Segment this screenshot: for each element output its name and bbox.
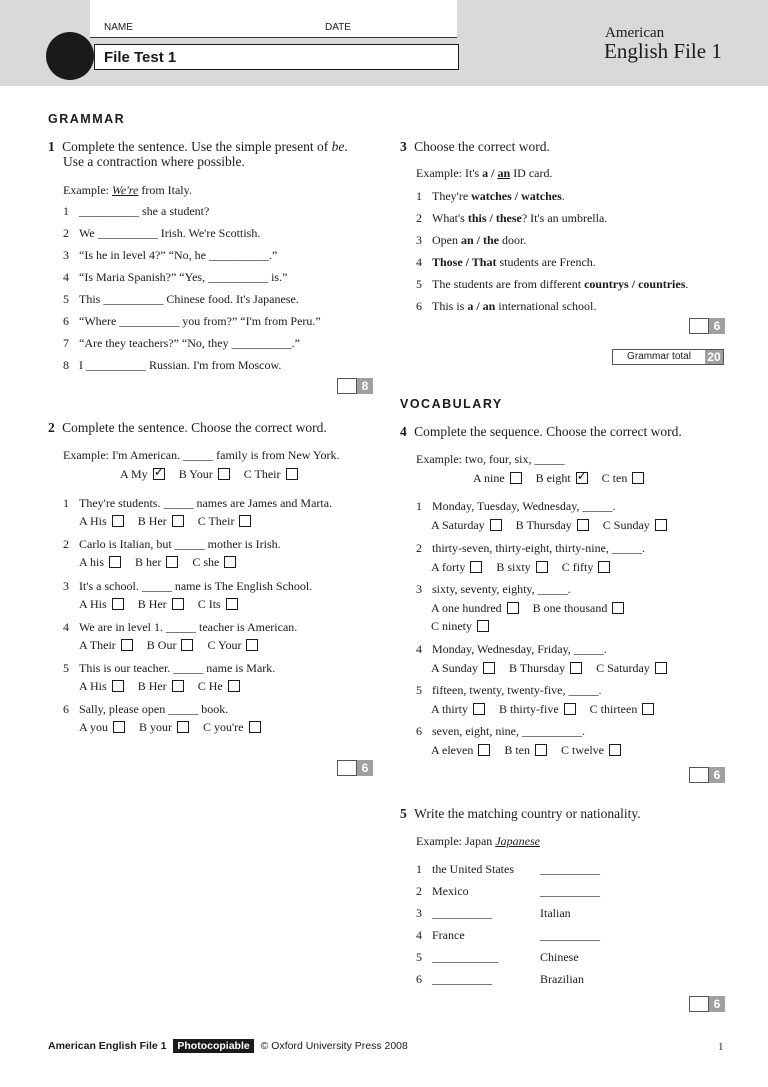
- q2-item-options: [79, 679, 246, 694]
- item-number: 4: [63, 270, 69, 284]
- q2-item-stem: [63, 661, 275, 676]
- q2-item-options: [79, 720, 267, 735]
- score-max: 6: [709, 767, 725, 783]
- answer-checkbox[interactable]: [172, 680, 184, 692]
- item-text: seven, eight, nine, __________.: [432, 724, 585, 738]
- q3-example-post: ID card.: [510, 166, 553, 180]
- answer-checkbox[interactable]: [121, 639, 133, 651]
- item-text: sixty, seventy, eighty, _____.: [432, 582, 571, 596]
- item-number: 5: [63, 661, 69, 675]
- answer-checkbox[interactable]: [218, 468, 230, 480]
- q4-example: Example: two, four, six, _____: [416, 452, 565, 466]
- option-label: C fifty: [561, 560, 594, 574]
- q3-item: [416, 211, 607, 226]
- q1-item: [63, 358, 281, 373]
- answer-checkbox[interactable]: [112, 515, 124, 527]
- q1-text-end: .: [344, 139, 348, 154]
- option-label: C you're: [203, 720, 244, 734]
- q2-example-options: [120, 467, 304, 482]
- option-label: B one thousand: [532, 601, 608, 615]
- q4-item-options-wrap: [431, 619, 495, 634]
- item-number: 3: [416, 906, 422, 920]
- q5-item: [416, 928, 465, 943]
- brand-line1: American: [605, 25, 665, 41]
- answer-checkbox[interactable]: [577, 519, 589, 531]
- q4-item-options: [431, 702, 660, 717]
- q1-item: [63, 292, 299, 307]
- q5-item-right: Brazilian: [540, 972, 584, 986]
- q1-item: [63, 248, 277, 263]
- q3-item: [416, 299, 596, 314]
- q4-item-options: [431, 560, 616, 575]
- option-label: C twelve: [561, 743, 604, 757]
- item-text: “Is he in level 4?” “No, he __________.”: [79, 248, 278, 262]
- item-number: 5: [416, 683, 422, 697]
- item-number: 1: [416, 499, 422, 513]
- item-number: 6: [63, 314, 69, 328]
- option-label: B Thursday: [515, 518, 572, 532]
- q3-item: [416, 255, 596, 270]
- grammar-heading: GRAMMAR: [48, 112, 126, 126]
- item-pre: What's: [432, 211, 468, 225]
- q4-item-options: [431, 743, 627, 758]
- item-post: .: [561, 189, 565, 203]
- item-text: Monday, Tuesday, Wednesday, _____.: [432, 499, 616, 513]
- item-text: “Where __________ you from?” “I'm from Peru.”: [79, 314, 321, 328]
- item-number: 2: [416, 884, 422, 898]
- answer-checkbox[interactable]: [239, 515, 251, 527]
- answer-checkbox[interactable]: [226, 598, 238, 610]
- option-label: C Their: [243, 467, 281, 481]
- q2-item-options: [79, 514, 257, 529]
- q5-item-right: Chinese: [540, 950, 579, 964]
- item-number: 4: [416, 255, 422, 269]
- q3-item: [416, 277, 688, 292]
- item-number: 4: [63, 620, 69, 634]
- q2-item-stem: [63, 537, 281, 552]
- item-number: 2: [63, 537, 69, 551]
- answer-checkbox[interactable]: [172, 515, 184, 527]
- q5-item-right: __________: [540, 884, 600, 898]
- item-text: __________ she a student?: [79, 204, 210, 218]
- answer-checkbox[interactable]: [177, 721, 189, 733]
- q3-instructions: [400, 139, 550, 154]
- item-number: 1: [416, 189, 422, 203]
- answer-checkbox[interactable]: [655, 519, 667, 531]
- option-label: B ten: [504, 743, 530, 757]
- item-number: 3: [63, 579, 69, 593]
- answer-checkbox[interactable]: [490, 519, 502, 531]
- grammar-total-score: 20: [705, 350, 723, 364]
- q4-item-options: [431, 518, 673, 533]
- q2-example: Example: I'm American. _____ family is from New York.: [63, 448, 340, 462]
- answer-checkbox[interactable]: [576, 472, 588, 484]
- option-label: A His: [79, 679, 107, 693]
- item-number: 2: [416, 541, 422, 555]
- option-label: B your: [139, 720, 173, 734]
- answer-checkbox[interactable]: [510, 472, 522, 484]
- photocopiable-badge: Photocopiable: [173, 1039, 253, 1053]
- title-box: [94, 44, 459, 70]
- q1-instructions: [48, 139, 378, 169]
- answer-checkbox[interactable]: [483, 662, 495, 674]
- option-label: A His: [79, 597, 107, 611]
- item-pre: They're: [432, 189, 472, 203]
- item-text: “Is Maria Spanish?” “Yes, __________ is.”: [79, 270, 288, 284]
- grammar-total: [612, 349, 724, 365]
- q2-score: [337, 760, 373, 776]
- answer-checkbox[interactable]: [564, 703, 576, 715]
- option-label: B thirty-five: [499, 702, 559, 716]
- item-left: ___________: [432, 950, 498, 964]
- footer-title: American English File 1: [48, 1040, 167, 1052]
- item-number: 4: [416, 642, 422, 656]
- option-label: B Her: [137, 597, 167, 611]
- option-label: A Sunday: [431, 661, 479, 675]
- answer-checkbox[interactable]: [655, 662, 667, 674]
- q1-text: Complete the sentence. Use the simple present of: [62, 139, 332, 154]
- answer-checkbox[interactable]: [632, 472, 644, 484]
- item-number: 3: [63, 248, 69, 262]
- score-blank[interactable]: [689, 996, 709, 1012]
- option-label: C Saturday: [596, 661, 650, 675]
- q2-text: Complete the sentence. Choose the correct word.: [62, 420, 327, 435]
- option-label: A Saturday: [431, 518, 485, 532]
- q2-item-options: [79, 555, 242, 570]
- item-number: 5: [416, 277, 422, 291]
- answer-checkbox[interactable]: [166, 556, 178, 568]
- answer-checkbox[interactable]: [112, 598, 124, 610]
- answer-checkbox[interactable]: [612, 602, 624, 614]
- copyright: © Oxford University Press 2008: [260, 1040, 408, 1052]
- q5-item: [416, 972, 492, 987]
- q3-item: [416, 189, 565, 204]
- answer-checkbox[interactable]: [246, 639, 258, 651]
- item-choice: Those / That: [432, 255, 497, 269]
- answer-checkbox[interactable]: [507, 602, 519, 614]
- item-text: We are in level 1. _____ teacher is American.: [79, 620, 298, 634]
- item-choice: watches / watches: [471, 189, 562, 203]
- answer-checkbox[interactable]: [570, 662, 582, 674]
- q1-item: [63, 204, 209, 219]
- q4-item-stem: [416, 642, 607, 657]
- answer-checkbox[interactable]: [286, 468, 298, 480]
- q5-item: [416, 950, 498, 965]
- answer-checkbox[interactable]: [536, 561, 548, 573]
- q3-example-pre: Example: It's: [416, 166, 483, 180]
- q4-item-stem: [416, 582, 571, 597]
- q5-item: [416, 906, 492, 921]
- option-label: A Their: [79, 638, 116, 652]
- q4-example-options: [473, 471, 650, 486]
- item-text: This is our teacher. _____ name is Mark.: [79, 661, 276, 675]
- q1-text2: Use a contraction where possible.: [63, 154, 245, 169]
- name-date-line: [90, 37, 457, 38]
- option-label: C He: [197, 679, 223, 693]
- option-label: C Their: [197, 514, 235, 528]
- date-label: DATE: [325, 22, 351, 33]
- answer-checkbox[interactable]: [224, 556, 236, 568]
- item-choice: a / an: [467, 299, 496, 313]
- q2-item-options: [79, 638, 264, 653]
- answer-checkbox[interactable]: [535, 744, 547, 756]
- item-number: 8: [63, 358, 69, 372]
- item-left: the United States: [432, 862, 514, 876]
- q4-item-options: [431, 661, 673, 676]
- item-post: ? It's an umbrella.: [521, 211, 608, 225]
- item-pre: This is: [432, 299, 468, 313]
- score-max: 8: [357, 378, 373, 394]
- option-label: C she: [192, 555, 220, 569]
- item-number: 6: [416, 972, 422, 986]
- option-label: A eleven: [431, 743, 474, 757]
- page-number: 1: [718, 1041, 724, 1053]
- grammar-total-label: Grammar total: [627, 351, 691, 362]
- option-label: A His: [79, 514, 107, 528]
- item-number: 6: [63, 702, 69, 716]
- score-max: 6: [357, 760, 373, 776]
- q1-example-rest: from Italy.: [138, 183, 192, 197]
- item-left: __________: [432, 972, 492, 986]
- score-blank[interactable]: [689, 767, 709, 783]
- option-label: A My: [120, 467, 148, 481]
- q4-item-stem: [416, 683, 602, 698]
- item-text: Sally, please open _____ book.: [79, 702, 229, 716]
- answer-checkbox[interactable]: [109, 556, 121, 568]
- item-number: 7: [63, 336, 69, 350]
- q3-example-sep: /: [488, 166, 498, 180]
- item-number: 2: [416, 211, 422, 225]
- q1-item: [63, 226, 260, 241]
- q5-example-answer: Japanese: [495, 834, 540, 848]
- q2-item-stem: [63, 496, 332, 511]
- q4-number: 4: [400, 424, 407, 439]
- q1-example-label: Example:: [63, 183, 112, 197]
- q2-item-stem: [63, 702, 228, 717]
- item-text: I __________ Russian. I'm from Moscow.: [79, 358, 282, 372]
- answer-checkbox[interactable]: [153, 468, 165, 480]
- score-blank[interactable]: [337, 378, 357, 394]
- answer-checkbox[interactable]: [181, 639, 193, 651]
- item-text: It's a school. _____ name is The English School.: [79, 579, 313, 593]
- option-label: B eight: [535, 471, 571, 485]
- q5-score: [689, 996, 725, 1012]
- answer-checkbox[interactable]: [477, 620, 489, 632]
- q5-example: [416, 834, 540, 849]
- q3-example: [416, 166, 553, 181]
- option-label: C ninety: [431, 619, 472, 633]
- item-pre: Open: [432, 233, 461, 247]
- item-number: 3: [416, 582, 422, 596]
- q1-item: [63, 270, 287, 285]
- q3-number: 3: [400, 139, 407, 154]
- item-post: door.: [499, 233, 527, 247]
- item-post: international school.: [495, 299, 597, 313]
- option-label: C ten: [601, 471, 628, 485]
- answer-checkbox[interactable]: [113, 721, 125, 733]
- footer: [48, 1040, 408, 1052]
- answer-checkbox[interactable]: [598, 561, 610, 573]
- item-number: 6: [416, 724, 422, 738]
- answer-checkbox[interactable]: [228, 680, 240, 692]
- q5-item: [416, 862, 514, 877]
- answer-checkbox[interactable]: [112, 680, 124, 692]
- option-label: A one hundred: [431, 601, 502, 615]
- item-pre: The students are from different: [432, 277, 585, 291]
- q1-number: 1: [48, 139, 55, 154]
- option-label: B Her: [137, 679, 167, 693]
- q4-item-stem: [416, 724, 585, 739]
- item-text: fifteen, twenty, twenty-five, _____.: [432, 683, 602, 697]
- q5-instructions: [400, 806, 641, 821]
- item-choice: this / these: [467, 211, 522, 225]
- item-text: They're students. _____ names are James and Marta.: [79, 496, 333, 510]
- q2-item-stem: [63, 620, 297, 635]
- option-label: C Sunday: [602, 518, 650, 532]
- answer-checkbox[interactable]: [473, 703, 485, 715]
- item-left: Mexico: [432, 884, 469, 898]
- item-text: Carlo is Italian, but _____ mother is Irish.: [79, 537, 281, 551]
- option-label: C Its: [197, 597, 221, 611]
- header-circle: [46, 32, 94, 80]
- q3-text: Choose the correct word.: [414, 139, 550, 154]
- q1-item: [63, 336, 300, 351]
- brand-line2: English File 1: [604, 39, 722, 63]
- q5-example-label: Example: Japan: [416, 834, 496, 848]
- q3-example-a: a: [482, 166, 489, 180]
- item-text: thirty-seven, thirty-eight, thirty-nine, _____.: [432, 541, 645, 555]
- q4-score: [689, 767, 725, 783]
- name-date-area: [90, 0, 457, 38]
- item-text: Monday, Wednesday, Friday, _____.: [432, 642, 607, 656]
- q2-instructions: [48, 420, 327, 435]
- option-label: A forty: [431, 560, 466, 574]
- q4-item-stem: [416, 499, 615, 514]
- answer-checkbox[interactable]: [478, 744, 490, 756]
- item-number: 2: [63, 226, 69, 240]
- item-number: 1: [63, 204, 69, 218]
- option-label: C thirteen: [589, 702, 638, 716]
- q1-score: [337, 378, 373, 394]
- q1-text-italic: be: [331, 139, 345, 154]
- q1-example-answer: We're: [111, 183, 139, 197]
- q3-item: [416, 233, 526, 248]
- score-max: 6: [709, 318, 725, 334]
- item-post: students are French.: [496, 255, 596, 269]
- option-label: B Our: [146, 638, 177, 652]
- vocabulary-heading: VOCABULARY: [400, 397, 503, 411]
- page-title: File Test 1: [104, 49, 177, 66]
- q3-example-an: an: [497, 166, 511, 180]
- q5-number: 5: [400, 806, 407, 821]
- q4-instructions: [400, 424, 682, 439]
- item-choice: countrys / countries: [584, 277, 686, 291]
- q4-item-stem: [416, 541, 645, 556]
- q4-text: Complete the sequence. Choose the correct word.: [414, 424, 682, 439]
- answer-checkbox[interactable]: [470, 561, 482, 573]
- item-number: 1: [416, 862, 422, 876]
- option-label: B sixty: [496, 560, 531, 574]
- option-label: A nine: [473, 471, 505, 485]
- q5-text: Write the matching country or nationality.: [414, 806, 641, 821]
- option-label: B Your: [178, 467, 213, 481]
- option-label: C Your: [207, 638, 242, 652]
- item-number: 1: [63, 496, 69, 510]
- q1-example: [63, 183, 192, 198]
- q5-item: [416, 884, 469, 899]
- item-number: 6: [416, 299, 422, 313]
- q4-item-options: [431, 601, 630, 616]
- q2-item-stem: [63, 579, 312, 594]
- answer-checkbox[interactable]: [249, 721, 261, 733]
- item-number: 3: [416, 233, 422, 247]
- option-label: B Her: [137, 514, 167, 528]
- q2-number: 2: [48, 420, 55, 435]
- item-left: __________: [432, 906, 492, 920]
- option-label: B Thursday: [509, 661, 566, 675]
- item-text: This __________ Chinese food. It's Japanese.: [79, 292, 299, 306]
- item-text: We __________ Irish. We're Scottish.: [79, 226, 261, 240]
- score-blank[interactable]: [337, 760, 357, 776]
- item-number: 5: [416, 950, 422, 964]
- item-number: 5: [63, 292, 69, 306]
- item-choice: an / the: [461, 233, 500, 247]
- answer-checkbox[interactable]: [609, 744, 621, 756]
- option-label: B her: [135, 555, 162, 569]
- q1-item: [63, 314, 321, 329]
- q5-item-right: Italian: [540, 906, 571, 920]
- score-max: 6: [709, 996, 725, 1012]
- answer-checkbox[interactable]: [642, 703, 654, 715]
- item-number: 4: [416, 928, 422, 942]
- option-label: A his: [79, 555, 105, 569]
- option-label: A thirty: [431, 702, 469, 716]
- item-text: “Are they teachers?” “No, they __________.”: [79, 336, 300, 350]
- answer-checkbox[interactable]: [172, 598, 184, 610]
- q2-item-options: [79, 597, 244, 612]
- q5-item-right: __________: [540, 862, 600, 876]
- name-label: NAME: [104, 22, 133, 33]
- item-left: France: [432, 928, 465, 942]
- q5-item-right: __________: [540, 928, 600, 942]
- q3-score: [689, 318, 725, 334]
- item-post: .: [685, 277, 689, 291]
- score-blank[interactable]: [689, 318, 709, 334]
- option-label: A you: [79, 720, 109, 734]
